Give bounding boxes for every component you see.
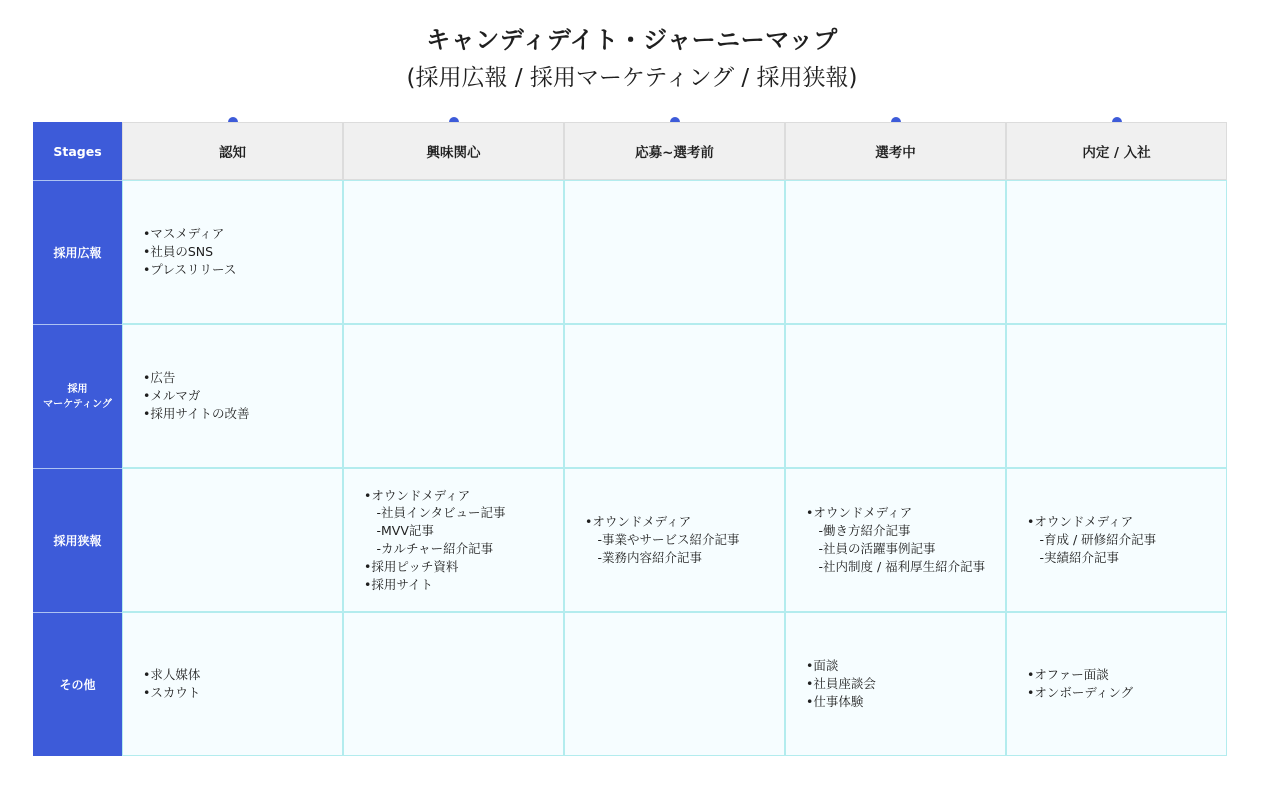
touchpoint-item: •オウンドメディア [585,514,692,530]
touchpoint-item: -社内制度 / 福利厚生紹介記事 [806,558,986,574]
journey-cell [122,180,343,324]
touchpoint-item: -社員インタビュー記事 [364,505,506,521]
journey-cell [785,612,1006,756]
touchpoint-item: •採用ピッチ資料 [364,558,459,574]
touchpoint-item: -実績紹介記事 [1027,549,1120,565]
touchpoint-item: •プレスリリース [143,261,237,277]
journey-cell [564,324,785,468]
channel-label-3 [33,468,122,612]
journey-cell [122,468,343,612]
stage-header-5: 内定 / 入社 [1006,122,1227,180]
journey-cell [564,612,785,756]
touchpoint-item: •求人媒体 [143,667,201,683]
touchpoint-item: •採用サイトの改善 [143,405,250,421]
touchpoint-item: •メルマガ [143,388,201,404]
journey-cell [1006,468,1227,612]
touchpoint-item: -業務内容紹介記事 [585,549,703,565]
journey-cell [785,468,1006,612]
channel-label-line: 採用狭報 [53,534,102,548]
touchpoint-item: •面談 [806,658,839,674]
stages-header: Stages [33,122,122,180]
journey-cell [343,612,564,756]
stage-header-2: 興味関心 [343,122,564,180]
touchpoint-item: •マスメディア [143,226,225,242]
channel-label-4 [33,612,122,756]
title-sub: (採用広報 / 採用マーケティング / 採用狭報) [406,65,858,91]
touchpoint-item: •社員のSNS [143,244,214,260]
channel-label-line: マーケティング [43,398,112,410]
journey-cell [122,324,343,468]
journey-cell [785,324,1006,468]
touchpoint-item: •広告 [143,370,176,386]
touchpoint-item: •社員座談会 [806,676,876,692]
touchpoint-item: •オファー面談 [1027,667,1109,683]
journey-cell [1006,324,1227,468]
channel-label-line: 採用広報 [53,246,102,260]
touchpoint-item: •採用サイト [364,576,433,592]
touchpoint-item: -カルチャー紹介記事 [364,541,494,556]
journey-cell [343,180,564,324]
channel-label-2 [33,324,122,468]
channel-label-line: その他 [59,678,96,692]
stage-header-4: 選考中 [785,122,1006,180]
stage-header-1: 認知 [122,122,343,180]
map-title [0,22,1264,98]
title-main: キャンディデイト・ジャーニーマップ [426,26,838,54]
journey-cell [1006,180,1227,324]
journey-cell [343,324,564,468]
touchpoint-item: -MVV記事 [364,523,434,539]
touchpoint-item: •オンボーディング [1027,685,1134,700]
stage-header-3: 応募~選考前 [564,122,785,180]
journey-cell [564,468,785,612]
touchpoint-item: •仕事体験 [806,693,864,709]
journey-cell [785,180,1006,324]
touchpoint-item: •オウンドメディア [806,505,913,521]
touchpoint-item: •オウンドメディア [364,487,471,503]
journey-cell [564,180,785,324]
touchpoint-item: -働き方紹介記事 [806,523,911,539]
journey-cell [122,612,343,756]
touchpoint-item: •スカウト [143,685,201,700]
channel-label-1 [33,180,122,324]
channel-label-line: 採用 [67,383,88,395]
touchpoint-item: -事業やサービス紹介記事 [585,532,740,548]
touchpoint-item: -育成 / 研修紹介記事 [1027,532,1157,548]
journey-cell [1006,612,1227,756]
touchpoint-item: •オウンドメディア [1027,514,1134,530]
touchpoint-item: -社員の活躍事例記事 [806,541,936,556]
journey-cell [343,468,564,612]
